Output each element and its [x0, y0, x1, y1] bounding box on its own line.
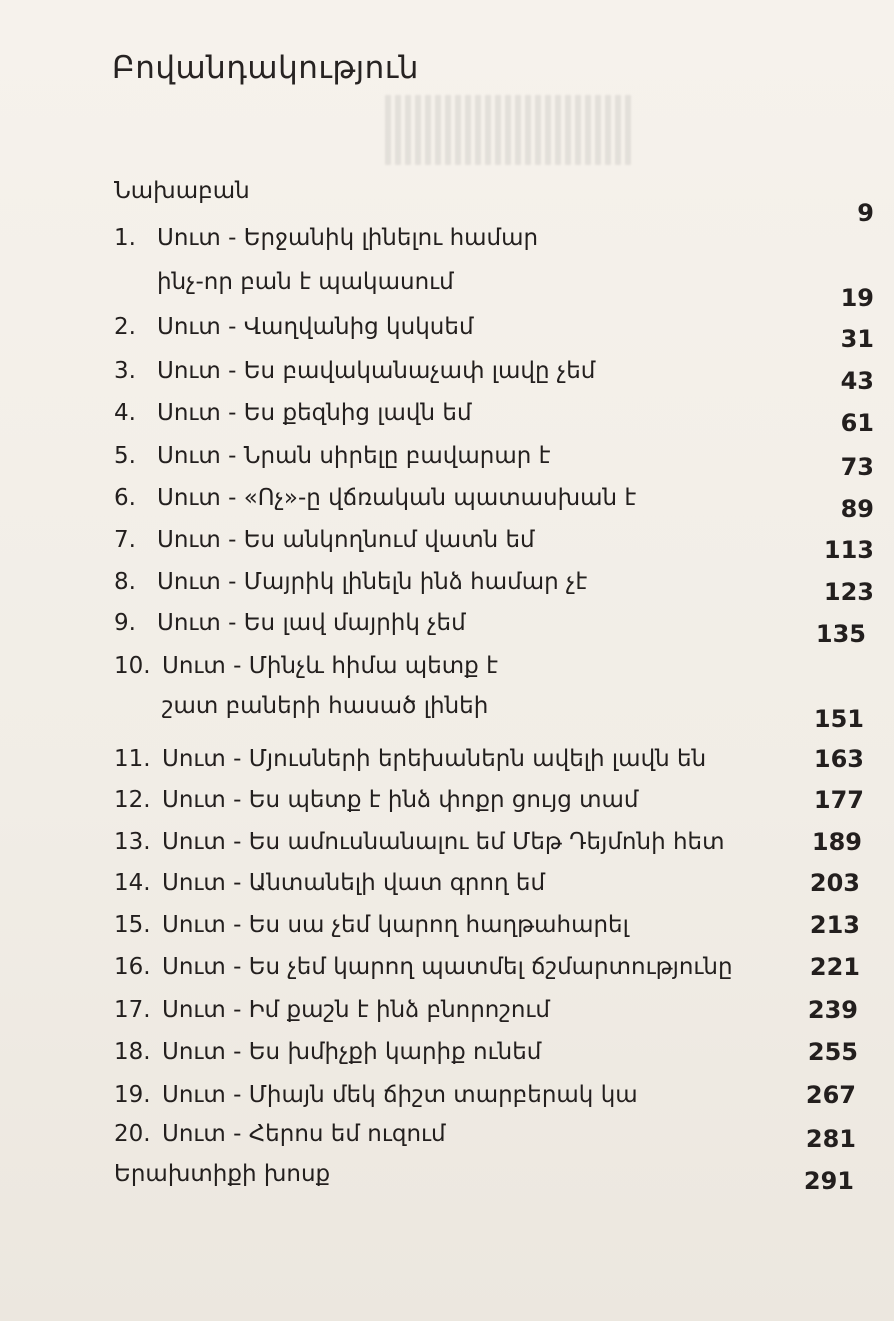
toc-entry-number: 11.	[114, 746, 151, 772]
toc-entry-number: 1.	[114, 225, 136, 251]
toc-entry-page: 135	[815, 620, 866, 648]
toc-entry-title: Սուտ - Հերոս եմ ուզում	[162, 1121, 446, 1147]
toc-entry-number: 17.	[114, 997, 151, 1023]
toc-entry-title: Սուտ - Երջանիկ լինելու համար	[157, 225, 539, 251]
toc-entry-title: Սուտ - Ես լավ մայրիկ չեմ	[157, 610, 466, 636]
toc-entry-title: Սուտ - Ես պետք է ինձ փոքր ցույց տամ	[162, 787, 639, 813]
toc-entry-number: 13.	[114, 829, 151, 855]
toc-entry-page: 61	[840, 409, 874, 437]
toc-entry-page-row	[0, 575, 894, 609]
toc-entry-title: Նախաբան	[114, 178, 250, 204]
toc-entry-title: Սուտ - Մինչև հիմա պետք է	[162, 653, 498, 679]
toc-entry-number: 16.	[114, 954, 151, 980]
toc-entry-number: 19.	[114, 1082, 151, 1108]
toc-entry-title: Սուտ - Ես չեմ կարող պատմել ճշմարտությունը	[162, 954, 733, 980]
toc-entry-title: Սուտ - Անտանելի վատ գրող եմ	[162, 870, 546, 896]
toc-entry-page: 113	[823, 536, 874, 564]
toc-entry-page-row	[0, 364, 894, 398]
toc-entry-page-row	[0, 533, 894, 567]
toc-entry-page-row	[0, 617, 894, 651]
toc-entry-number: 20.	[114, 1121, 151, 1147]
toc-entry-number: 3.	[114, 358, 136, 384]
toc-entry-title: Երախտիքի խոսք	[114, 1161, 331, 1187]
toc-entry-page: 291	[803, 1167, 854, 1195]
toc-entry	[0, 742, 894, 776]
toc-entry-page: 9	[857, 199, 874, 227]
toc-entry-title: Սուտ - Ես անկողնում վատն եմ	[157, 527, 535, 553]
toc-entry-page: 151	[813, 705, 864, 733]
toc-entry-page: 19	[840, 284, 874, 312]
toc-entry-page: 255	[807, 1038, 858, 1066]
page-title: Բովանդակություն	[112, 50, 419, 86]
toc-entry-number: 4.	[114, 400, 136, 426]
toc-entry-page-row	[0, 492, 894, 526]
toc-entry-number: 9.	[114, 610, 136, 636]
toc-entry	[0, 950, 894, 984]
toc-entry-title: Սուտ - Նրան սիրելը բավարար է	[157, 443, 551, 469]
toc-entry-page: 213	[809, 911, 860, 939]
toc-entry	[0, 908, 894, 942]
toc-entry-number: 10.	[114, 653, 151, 679]
toc-entry-title: Սուտ - Ես քեզնից լավն եմ	[157, 400, 472, 426]
toc-entry	[0, 221, 894, 255]
toc-entry-page-row	[0, 1122, 894, 1156]
toc-entry-page: 31	[840, 325, 874, 353]
toc-entry-title: Սուտ - Մյուսների երեխաներն ավելի լավն են	[162, 746, 707, 772]
toc-entry-page: 221	[809, 953, 860, 981]
toc-entry-page-row	[0, 702, 894, 736]
toc-entry-page-row	[0, 1164, 894, 1198]
toc-entry	[0, 1035, 894, 1069]
toc-entry-title: Սուտ - Վաղվանից կսկսեմ	[157, 314, 474, 340]
toc-entry-page: 73	[840, 453, 874, 481]
toc-entry-title: Սուտ - Մայրիկ լինելն ինձ համար չէ	[157, 569, 588, 595]
toc-entry-number: 5.	[114, 443, 136, 469]
toc-entry-title: Սուտ - Ես սա չեմ կարող հաղթահարել	[162, 912, 629, 938]
toc-entry-title: Սուտ - Ես բավականաչափ լավը չեմ	[157, 358, 596, 384]
toc-entry	[0, 1078, 894, 1112]
toc-entry-number: 14.	[114, 870, 151, 896]
toc-entry-page: 123	[823, 578, 874, 606]
toc-entry-page: 239	[807, 996, 858, 1024]
toc-entry-page-row	[0, 406, 894, 440]
toc-entry-page-row	[0, 322, 894, 356]
toc-entry-page: 203	[809, 869, 860, 897]
toc-entry-page-row	[0, 450, 894, 484]
toc-entry-title-line2: ինչ-որ բան է պակասում	[157, 269, 454, 295]
toc-entry-page: 177	[813, 786, 864, 814]
toc-entry-title: Սուտ - Իմ քաշն է ինձ բնորոշում	[162, 997, 550, 1023]
toc-entry-page: 89	[840, 495, 874, 523]
toc-entry-page: 281	[805, 1125, 856, 1153]
toc-entry-number: 6.	[114, 485, 136, 511]
toc-entry-number: 15.	[114, 912, 151, 938]
toc-entry-title: Սուտ - Ես ամուսնանալու եմ Մեթ Դեյմոնի հետ	[162, 829, 725, 855]
toc-entry-title: Սուտ - Միայն մեկ ճիշտ տարբերակ կա	[162, 1082, 638, 1108]
toc-entry-title-line2: շատ բաների հասած լինեի	[162, 693, 489, 719]
toc-entry	[0, 825, 894, 859]
toc-entry-title: Սուտ - «Ոչ»-ը վճռական պատասխան է	[157, 485, 637, 511]
toc-entry	[0, 649, 894, 683]
toc-entry-number: 18.	[114, 1039, 151, 1065]
toc-entry-page: 163	[813, 745, 864, 773]
toc-entry	[0, 993, 894, 1027]
toc-entry-number: 8.	[114, 569, 136, 595]
toc-entry-number: 7.	[114, 527, 136, 553]
toc-entry	[0, 783, 894, 817]
toc-entry-page: 43	[840, 367, 874, 395]
toc-entry-page: 189	[811, 828, 862, 856]
toc-entry-page: 267	[805, 1081, 856, 1109]
toc-entry-number: 12.	[114, 787, 151, 813]
toc-entry-title: Սուտ - Ես խմիչքի կարիք ունեմ	[162, 1039, 542, 1065]
toc-entry-number: 2.	[114, 314, 136, 340]
toc-entry	[0, 866, 894, 900]
